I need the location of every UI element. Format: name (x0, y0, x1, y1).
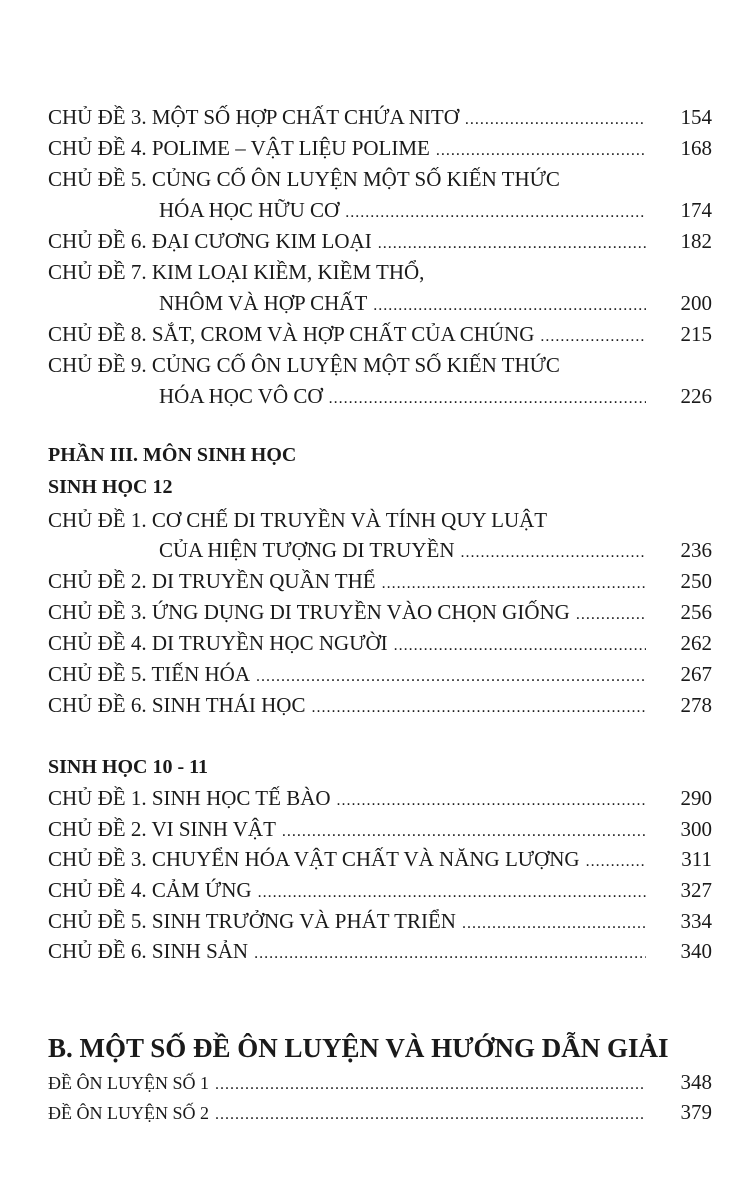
toc-entry-title: CHỦ ĐỀ 4. POLIME – VẬT LIỆU POLIME (48, 136, 430, 160)
toc-entry (48, 102, 712, 132)
dot-leader (345, 198, 646, 228)
toc-entry (48, 288, 712, 318)
toc-page-number: 236 (680, 538, 712, 562)
dot-leader (311, 693, 646, 723)
toc-entry (48, 1067, 712, 1097)
toc-entry (48, 195, 712, 225)
toc-page-number: 311 (681, 847, 712, 871)
toc-entry-title: CHỦ ĐỀ 5. CỦNG CỐ ÔN LUYỆN MỘT SỐ KIẾN THỨC (48, 167, 560, 191)
toc-entry-title: CHỦ ĐỀ 5. SINH TRƯỞNG VÀ PHÁT TRIỂN (48, 909, 456, 933)
toc-entry (48, 936, 712, 966)
toc-entry-title: ĐỀ ÔN LUYỆN SỐ 2 (48, 1103, 209, 1123)
toc-entry (48, 690, 712, 720)
toc-entry (48, 659, 712, 689)
toc-entry-title: CHỦ ĐỀ 1. CƠ CHẾ DI TRUYỀN VÀ TÍNH QUY LUẬT (48, 508, 548, 532)
toc-entry-title: CHỦ ĐỀ 3. CHUYỂN HÓA VẬT CHẤT VÀ NĂNG LƯỢNG (48, 847, 580, 871)
toc-page-number: 379 (680, 1100, 712, 1124)
dot-leader (254, 939, 646, 969)
dot-leader (540, 322, 646, 352)
toc-page-number: 327 (680, 878, 712, 902)
toc-entry-title: CHỦ ĐỀ 2. VI SINH VẬT (48, 817, 276, 841)
dot-leader (373, 291, 646, 321)
toc-entry-title: CHỦ ĐỀ 3. ỨNG DỤNG DI TRUYỀN VÀO CHỌN GIỐNG (48, 600, 570, 624)
toc-page-number: 334 (680, 909, 712, 933)
toc-page-number: 290 (680, 786, 712, 810)
dot-leader (436, 136, 646, 166)
dot-leader (586, 847, 646, 877)
toc-page-number: 200 (680, 291, 712, 315)
dot-leader (462, 909, 646, 939)
toc-entry (48, 628, 712, 658)
dot-leader (258, 878, 646, 908)
toc-entry (48, 814, 712, 844)
toc-page-number: 154 (680, 105, 712, 129)
toc-entry-title: CHỦ ĐỀ 7. KIM LOẠI KIỀM, KIỀM THỔ, (48, 260, 425, 284)
toc-entry (48, 844, 712, 874)
dot-leader (382, 569, 646, 599)
dot-leader (256, 662, 646, 692)
toc-page-number: 182 (680, 229, 712, 253)
dot-leader (465, 105, 646, 135)
toc-entry-title: CHỦ ĐỀ 5. TIẾN HÓA (48, 662, 251, 686)
toc-entry-continuation: HÓA HỌC VÔ CƠ (159, 384, 323, 408)
toc-page-number: 174 (680, 198, 712, 222)
toc-entry (48, 226, 712, 256)
toc-page-number: 250 (680, 569, 712, 593)
part-heading: PHẦN III. MÔN SINH HỌC (48, 444, 297, 466)
dot-leader (378, 229, 646, 259)
toc-entry (48, 875, 712, 905)
toc-page-number: 215 (680, 322, 712, 346)
dot-leader (394, 631, 646, 661)
dot-leader (329, 384, 646, 414)
section-b-heading: B. MỘT SỐ ĐỀ ÔN LUYỆN VÀ HƯỚNG DẪN GIẢI (48, 1033, 669, 1063)
subsection-heading: SINH HỌC 10 - 11 (48, 756, 209, 778)
dot-leader (282, 817, 646, 847)
dot-leader (576, 600, 646, 630)
toc-entry (48, 535, 712, 565)
toc-entry-title: CHỦ ĐỀ 6. ĐẠI CƯƠNG KIM LOẠI (48, 229, 372, 253)
toc-page-number: 300 (680, 817, 712, 841)
toc-entry (48, 319, 712, 349)
toc-entry (48, 381, 712, 411)
toc-entry-title: CHỦ ĐỀ 4. CẢM ỨNG (48, 878, 252, 902)
toc-page-number: 226 (680, 384, 712, 408)
dot-leader (215, 1070, 646, 1100)
subsection-heading: SINH HỌC 12 (48, 476, 173, 498)
toc-entry (48, 906, 712, 936)
toc-entry (48, 1097, 712, 1127)
toc-page-number: 262 (680, 631, 712, 655)
dot-leader (461, 538, 646, 568)
toc-entry-title: CHỦ ĐỀ 1. SINH HỌC TẾ BÀO (48, 786, 331, 810)
toc-page-number: 267 (680, 662, 712, 686)
toc-entry-title: CHỦ ĐỀ 8. SẮT, CROM VÀ HỢP CHẤT CỦA CHÚNG (48, 322, 535, 346)
toc-entry-title: CHỦ ĐỀ 3. MỘT SỐ HỢP CHẤT CHỨA NITƠ (48, 105, 459, 129)
toc-entry-title: CHỦ ĐỀ 6. SINH THÁI HỌC (48, 693, 306, 717)
toc-page-number: 278 (680, 693, 712, 717)
toc-page-number: 168 (680, 136, 712, 160)
toc-page-number: 348 (680, 1070, 712, 1094)
toc-entry-title: CHỦ ĐỀ 4. DI TRUYỀN HỌC NGƯỜI (48, 631, 388, 655)
toc-entry-title: CHỦ ĐỀ 2. DI TRUYỀN QUẦN THỂ (48, 569, 376, 593)
toc-entry-title: CHỦ ĐỀ 9. CỦNG CỐ ÔN LUYỆN MỘT SỐ KIẾN THỨC (48, 353, 560, 377)
toc-entry-title: CHỦ ĐỀ 6. SINH SẢN (48, 939, 249, 963)
dot-leader (337, 786, 646, 816)
toc-entry-continuation: HÓA HỌC HỮU CƠ (159, 198, 340, 222)
toc-entry-continuation: CỦA HIỆN TƯỢNG DI TRUYỀN (159, 538, 455, 562)
toc-entry-continuation: NHÔM VÀ HỢP CHẤT (159, 291, 368, 315)
toc-entry (48, 133, 712, 163)
toc-page-number: 256 (680, 600, 712, 624)
toc-entry (48, 597, 712, 627)
toc-page-number: 340 (680, 939, 712, 963)
toc-entry-title: ĐỀ ÔN LUYỆN SỐ 1 (48, 1073, 209, 1093)
toc-entry (48, 783, 712, 813)
toc-entry (48, 566, 712, 596)
dot-leader (215, 1100, 646, 1130)
